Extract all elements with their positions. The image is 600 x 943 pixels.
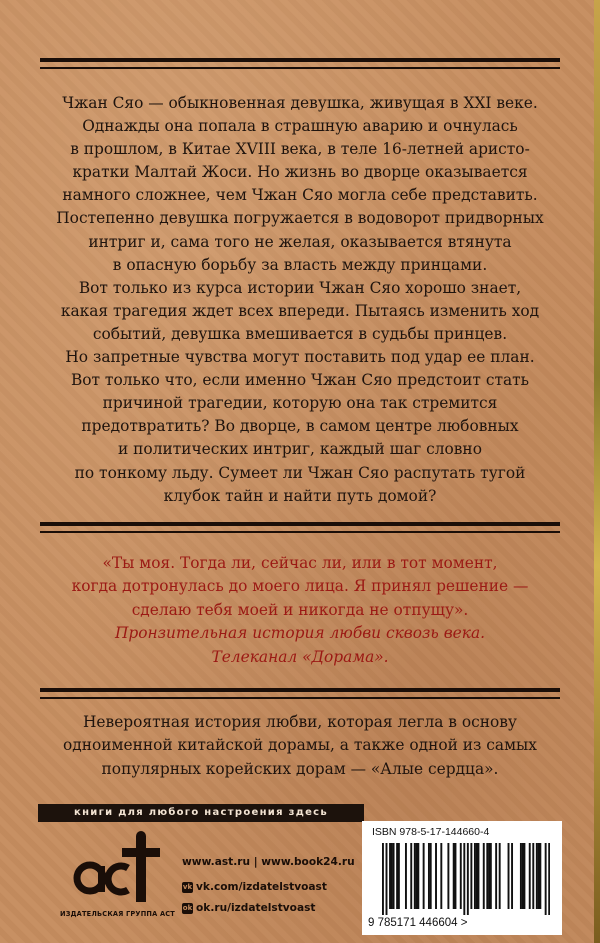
tagline-line: одноименной китайской дорамы, а также одной из самых <box>63 736 537 755</box>
barcode-bar <box>428 843 430 909</box>
barcode-bar <box>398 843 400 909</box>
barcode-bar <box>523 843 525 909</box>
quote-line: когда дотронулась до моего лица. Я принял решение — <box>71 577 529 596</box>
spine-edge <box>594 0 600 943</box>
ok-icon: ok <box>182 903 193 912</box>
synopsis-line: предотвратить? Во дворце, в самом центре любовных <box>81 417 519 436</box>
ast-logo-icon <box>60 830 172 910</box>
lower-divider <box>40 688 560 692</box>
slogan-banner: книги для любого настроения здесь <box>38 804 364 822</box>
vk-icon: vk <box>182 882 193 891</box>
barcode-bar <box>522 843 524 909</box>
barcode-bar <box>486 843 488 909</box>
synopsis-line: Вот только что, если именно Чжан Сяо предстоит стать <box>70 371 530 390</box>
ok-link[interactable] <box>182 902 315 914</box>
barcode-bar <box>416 843 418 909</box>
synopsis-line: Чжан Сяо — обыкновенная девушка, живущая в XXI веке. <box>62 94 538 112</box>
barcode-bar <box>539 843 541 909</box>
review-source: Телеканал «Дорама». <box>211 647 389 666</box>
barcode-bar <box>520 843 522 909</box>
barcode-bar <box>529 843 531 909</box>
synopsis-text <box>48 92 552 508</box>
synopsis-line: клубок тайн и найти путь домой? <box>163 486 437 505</box>
barcode-bar <box>483 843 485 909</box>
barcode-bar <box>405 843 407 909</box>
barcode-bar <box>463 843 465 915</box>
website-links[interactable] <box>182 856 355 868</box>
synopsis-line: событий, девушка вмешивается в судьбы принцев. <box>92 324 508 343</box>
barcode-bar <box>476 843 478 909</box>
barcode-bar <box>386 843 388 915</box>
barcode-bar <box>417 843 419 909</box>
synopsis-line: Вот только из курса истории Чжан Сяо хорошо знает, <box>78 278 522 297</box>
barcode-bar <box>440 843 442 909</box>
barcode-bar <box>488 843 490 909</box>
synopsis-line: Постепенно девушка погружается в водоворот придворных <box>56 209 544 228</box>
top-divider <box>40 58 560 62</box>
barcode-bar <box>548 843 550 915</box>
synopsis-line: причиной трагедии, которую она так стремится <box>102 394 498 413</box>
barcode-bar <box>511 843 513 909</box>
barcode-bar <box>389 843 391 909</box>
barcode-bar <box>393 843 395 909</box>
ok-link-text[interactable]: ok.ru/izdatelstvoast <box>196 902 316 914</box>
barcode-bar <box>490 843 492 909</box>
website-text[interactable]: www.ast.ru | www.book24.ru <box>182 856 355 868</box>
barcode-bar <box>460 843 462 909</box>
synopsis-line: по тонкому льду. Сумеет ли Чжан Сяо распутать тугой <box>74 463 526 482</box>
synopsis-line: какая трагедия ждет всех впереди. Пытаясь изменить ход <box>60 301 540 320</box>
barcode-bar <box>447 843 449 909</box>
review-line: Пронзительная история любви сквозь века. <box>114 624 486 643</box>
barcode-panel <box>362 821 562 935</box>
barcode-bar <box>474 843 476 909</box>
barcode-bar <box>396 843 398 909</box>
barcode-bar <box>477 843 479 909</box>
barcode-bar <box>423 843 425 909</box>
publisher-caption: ИЗДАТЕЛЬСКАЯ ГРУППА АСТ <box>60 910 175 918</box>
barcode-bar <box>499 843 501 909</box>
publisher-logo <box>60 830 175 922</box>
quote-line: «Ты моя. Тогда ли, сейчас ли, или в тот момент, <box>102 554 498 572</box>
synopsis-line: Но запретные чувства могут поставить под удар ее план. <box>65 348 535 367</box>
barcode-bar <box>508 843 510 909</box>
barcode-bar <box>532 843 534 909</box>
synopsis-line: Однажды она попала в страшную аварию и очнулась <box>82 117 518 136</box>
isbn-label: ISBN 978-5-17-144660-4 <box>372 826 490 838</box>
tagline-line: популярных корейских дорам — «Алые сердца». <box>101 759 499 778</box>
barcode-bar <box>382 843 384 915</box>
barcode-bar <box>467 843 469 915</box>
barcode-bar <box>545 843 547 915</box>
synopsis-line: кратки Малтай Жоси. Но жизнь во дворце оказывается <box>72 163 528 182</box>
review-quote <box>48 552 552 669</box>
vk-link[interactable] <box>182 881 327 893</box>
barcode-bar <box>430 843 432 909</box>
synopsis-line: в опасную борьбу за власть между принцами. <box>112 255 488 274</box>
barcode-digits: 9 785171 446604 > <box>368 917 468 929</box>
barcode-bar <box>538 843 540 909</box>
synopsis-line: в прошлом, в Китае XVIII века, в теле 16-летней аристо- <box>70 140 530 159</box>
synopsis-line: намного сложнее, чем Чжан Сяо могла себе представить. <box>62 186 538 205</box>
tagline-line: Невероятная история любви, которая легла в основу <box>83 713 517 731</box>
synopsis-line: и политических интриг, каждый шаг словно <box>118 440 482 459</box>
barcode-bar <box>391 843 393 909</box>
quote-line: сделаю тебя моей и никогда не отпущу». <box>131 600 469 619</box>
barcode-bar <box>410 843 412 909</box>
synopsis-line: интриг и, сама того не желая, оказывается втянута <box>88 232 512 251</box>
barcode-bar <box>453 843 455 909</box>
barcode-bar <box>536 843 538 909</box>
barcode-bar <box>495 843 497 909</box>
barcode-bars <box>382 843 550 915</box>
barcode-bar <box>414 843 416 909</box>
barcode-bar <box>435 843 437 909</box>
tagline-text <box>40 711 560 781</box>
barcode-bar <box>455 843 457 909</box>
middle-divider <box>40 522 560 526</box>
vk-link-text[interactable]: vk.com/izdatelstvoast <box>196 881 327 893</box>
barcode-bar <box>470 843 472 909</box>
